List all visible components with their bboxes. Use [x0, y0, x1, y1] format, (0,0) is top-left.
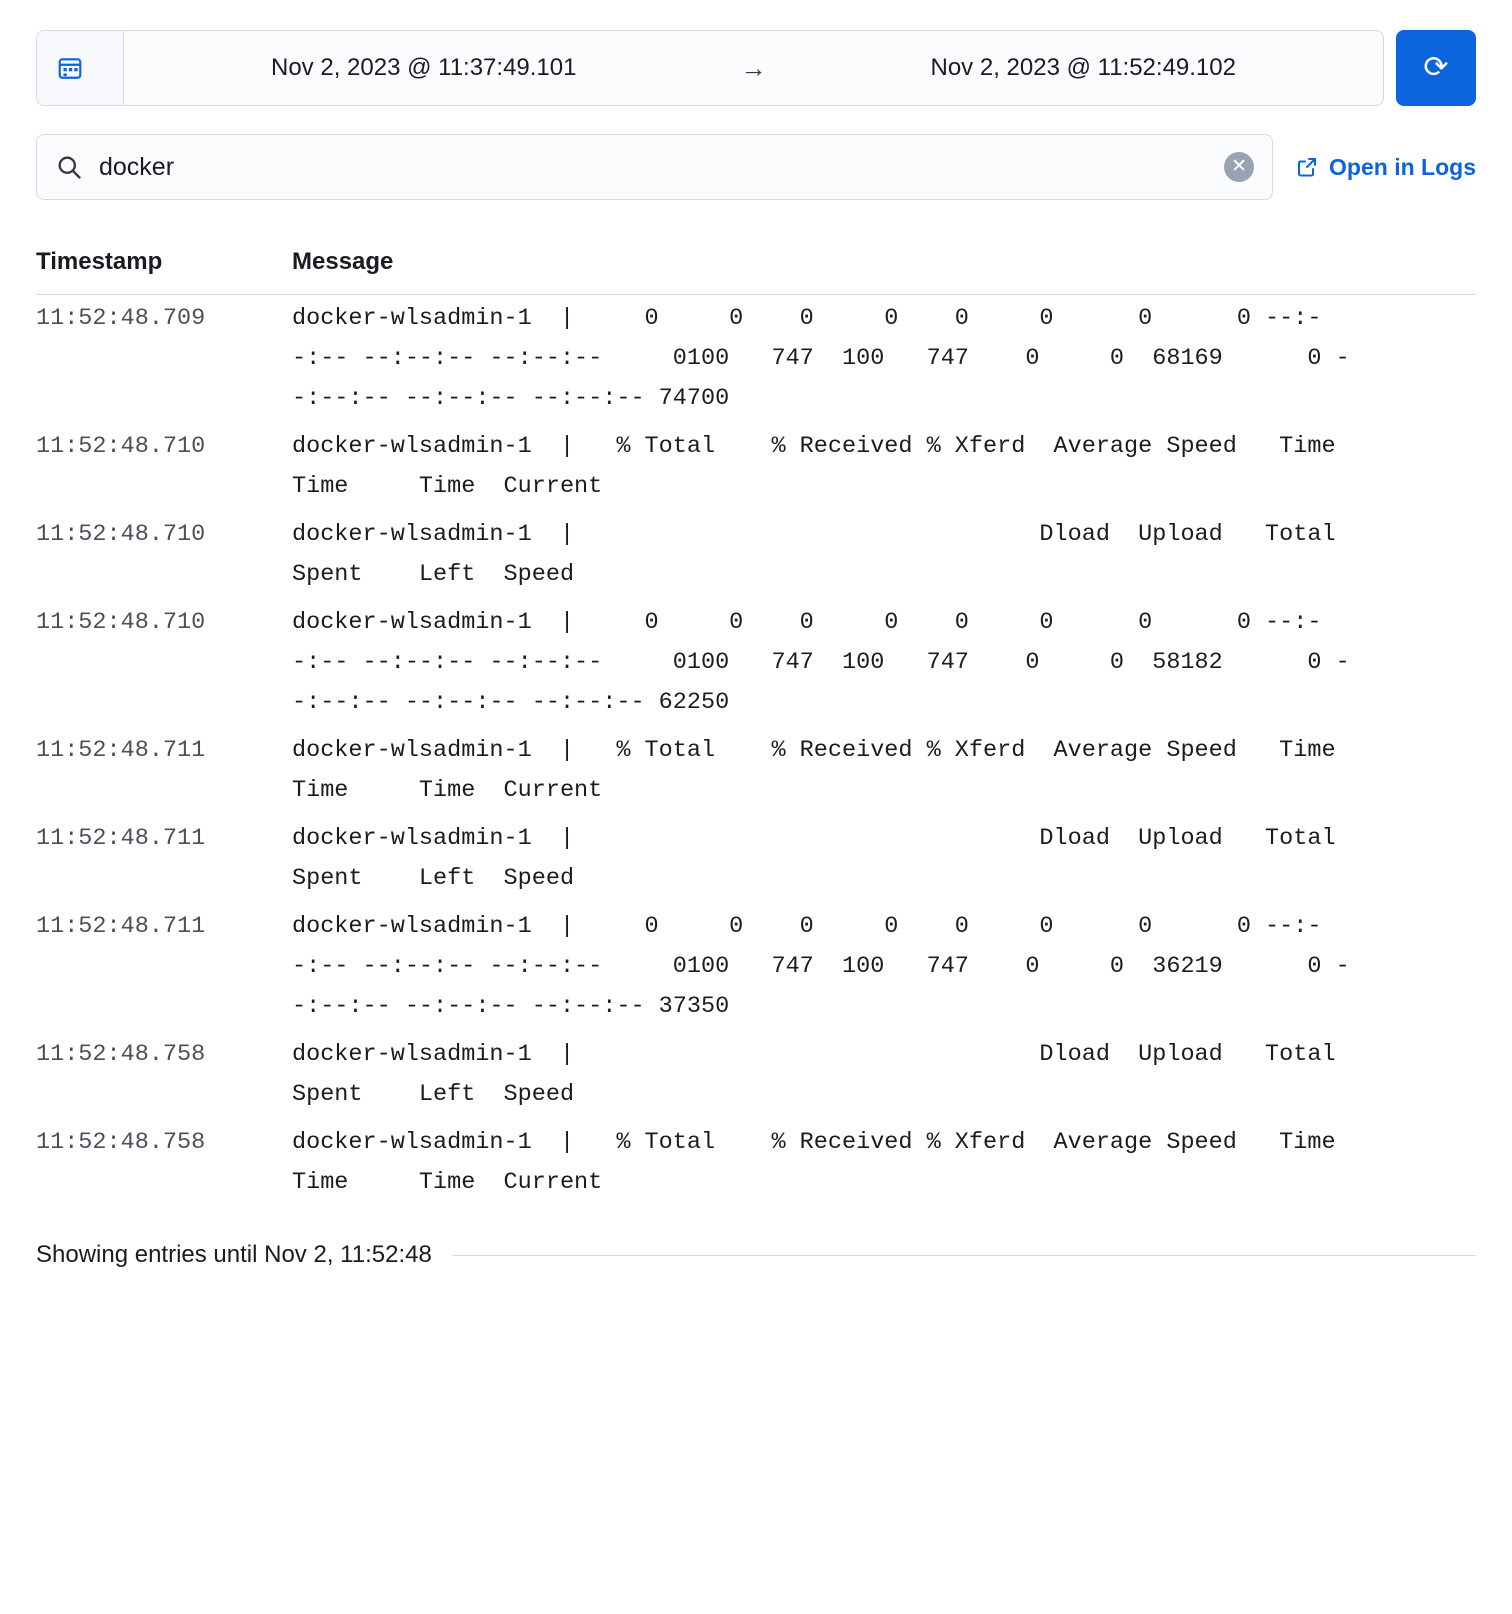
table-row[interactable]: [36, 511, 1476, 599]
table-footer: [36, 1241, 1476, 1269]
cell-timestamp: 11:52:48.758: [36, 1041, 206, 1068]
table-row[interactable]: [36, 423, 1476, 511]
search-icon: [55, 153, 83, 181]
table-row[interactable]: [36, 903, 1476, 1031]
cell-timestamp: 11:52:48.758: [36, 1129, 206, 1156]
cell-message: docker-wlsadmin-1 | % Total % Received % Xferd Average Speed Time Time Time Current: [292, 1129, 1392, 1196]
column-header-timestamp: Timestamp: [36, 248, 163, 275]
date-range-group[interactable]: [36, 30, 1384, 106]
cell-timestamp: 11:52:48.711: [36, 825, 206, 852]
start-date-field[interactable]: Nov 2, 2023 @ 11:37:49.101: [271, 54, 577, 81]
calendar-icon: [57, 55, 83, 81]
cell-timestamp: 11:52:48.710: [36, 433, 206, 460]
log-table: [36, 248, 1476, 1207]
table-row[interactable]: [36, 1119, 1476, 1207]
table-row[interactable]: [36, 727, 1476, 815]
refresh-button[interactable]: [1396, 30, 1476, 106]
cell-message: docker-wlsadmin-1 | 0 0 0 0 0 0 0 0 --:--:-- --:--:-- --:--:-- 0100 747 100 747 0 0 58182 0 --:--:-- --:--:-- --:--:-- 62250: [292, 609, 1350, 716]
table-row[interactable]: [36, 815, 1476, 903]
clear-search-button[interactable]: ✕: [1224, 152, 1254, 182]
table-row[interactable]: [36, 295, 1476, 423]
open-in-logs-link[interactable]: [1295, 154, 1476, 181]
table-row[interactable]: [36, 599, 1476, 727]
open-in-logs-label: Open in Logs: [1329, 153, 1476, 180]
calendar-quick-select-button[interactable]: [37, 31, 124, 105]
showing-entries-label: Showing entries until Nov 2, 11:52:48: [36, 1241, 432, 1268]
footer-divider: [452, 1255, 1476, 1256]
external-link-icon: [1295, 155, 1319, 179]
table-row[interactable]: [36, 1031, 1476, 1119]
search-value: docker: [99, 152, 175, 181]
date-range-arrow-icon: →: [740, 52, 767, 83]
cell-timestamp: 11:52:48.709: [36, 305, 206, 332]
cell-message: docker-wlsadmin-1 | Dload Upload Total Spent Left Speed: [292, 521, 1378, 588]
column-header-message: Message: [292, 248, 394, 275]
cell-timestamp: 11:52:48.711: [36, 737, 206, 764]
cell-timestamp: 11:52:48.711: [36, 913, 206, 940]
cell-message: docker-wlsadmin-1 | % Total % Received % Xferd Average Speed Time Time Time Current: [292, 737, 1392, 804]
cell-message: docker-wlsadmin-1 | Dload Upload Total Spent Left Speed: [292, 825, 1378, 892]
cell-message: docker-wlsadmin-1 | % Total % Received % Xferd Average Speed Time Time Time Current: [292, 433, 1392, 500]
cell-message: docker-wlsadmin-1 | 0 0 0 0 0 0 0 0 --:--:-- --:--:-- --:--:-- 0100 747 100 747 0 0 36219 0 --:--:-- --:--:-- --:--:-- 37350: [292, 913, 1350, 1020]
search-row: [36, 134, 1476, 200]
cell-message: docker-wlsadmin-1 | 0 0 0 0 0 0 0 0 --:--:-- --:--:-- --:--:-- 0100 747 100 747 0 0 68169 0 --:--:-- --:--:-- --:--:-- 74700: [292, 305, 1350, 412]
cell-timestamp: 11:52:48.710: [36, 521, 206, 548]
refresh-icon: ⟳: [1423, 51, 1449, 84]
search-input[interactable]: [36, 134, 1273, 200]
end-date-field[interactable]: Nov 2, 2023 @ 11:52:49.102: [930, 54, 1236, 81]
date-range-bar: [36, 30, 1476, 106]
cell-message: docker-wlsadmin-1 | Dload Upload Total Spent Left Speed: [292, 1041, 1378, 1108]
cell-timestamp: 11:52:48.710: [36, 609, 206, 636]
table-header-row: [36, 248, 1476, 295]
